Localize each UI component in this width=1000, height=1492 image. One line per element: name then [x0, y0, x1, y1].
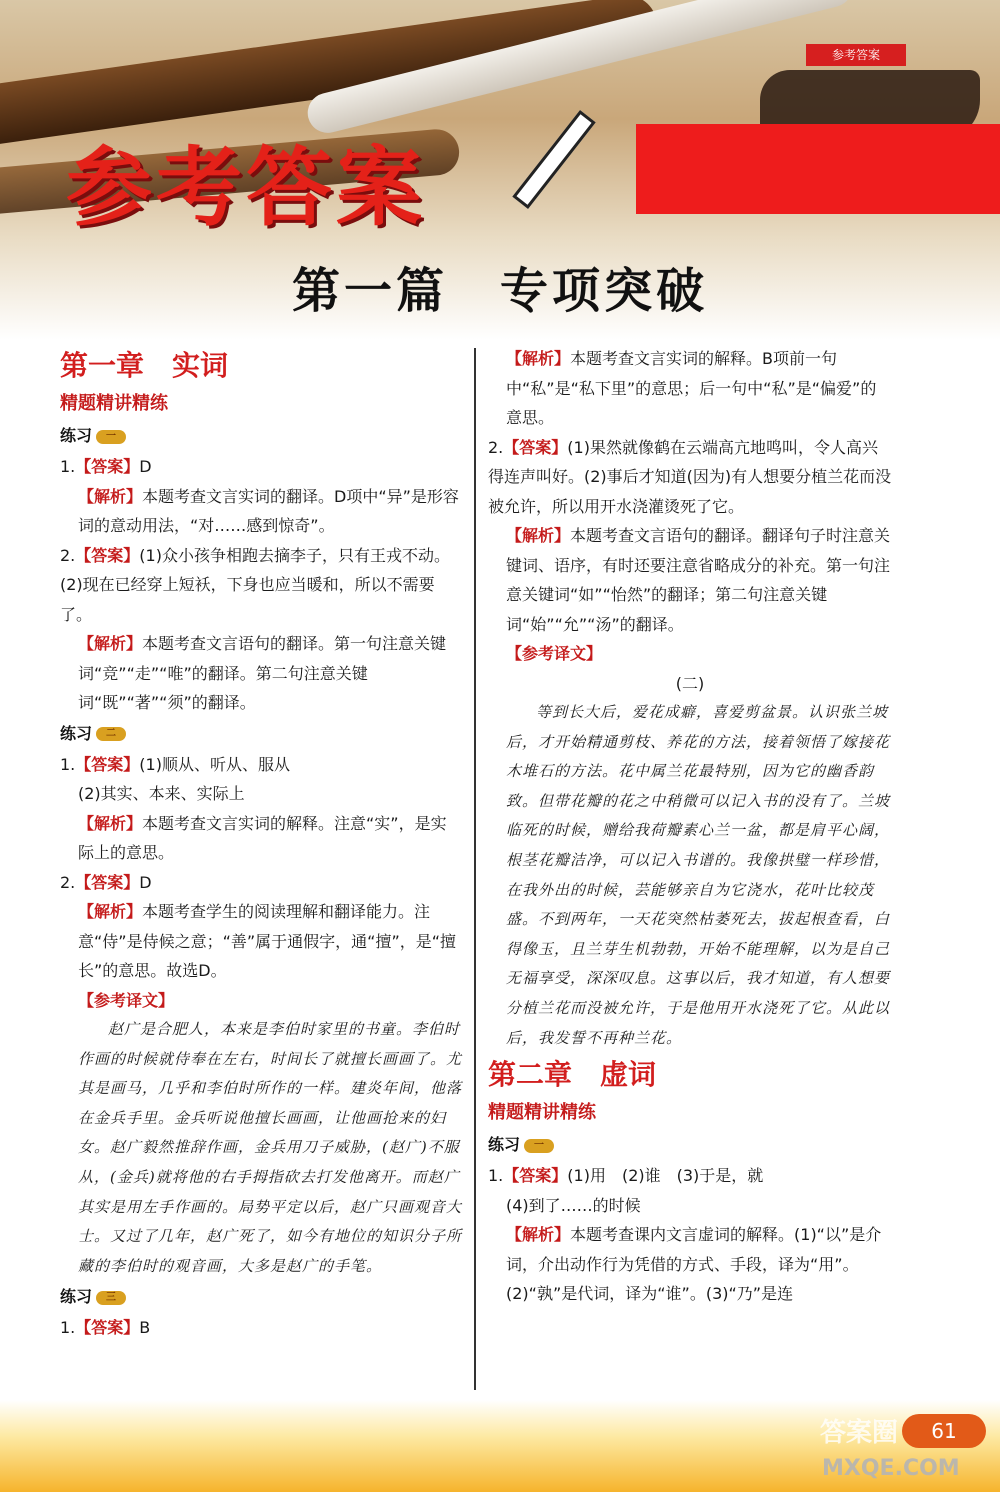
answer-text: D	[139, 872, 152, 892]
answer-text: 本题考查文言实词的翻译。D项中“异”是形容词的意动用法，“对……感到惊奇”。	[78, 486, 459, 535]
answer-text: D	[139, 457, 152, 476]
answer-item	[488, 1220, 892, 1309]
practice-label: 练习	[488, 1135, 521, 1155]
practice-heading	[60, 1281, 462, 1313]
answer-item	[488, 639, 892, 669]
practice-label: 练习	[60, 426, 93, 445]
practice-badge: 三	[96, 1291, 126, 1305]
item-number: 1.	[60, 1318, 76, 1338]
answer-tag: 【参考译文】	[506, 644, 603, 663]
answer-text: (1)众小孩争相跑去摘李子，只有王戎不动。(2)现在已经穿上短袄，下身也应当暖和，所以不需要了。	[60, 545, 450, 624]
header-banner	[0, 0, 1000, 340]
item-number: 2.	[60, 872, 76, 892]
practice-badge: 一	[96, 430, 126, 444]
answer-item	[60, 482, 462, 541]
answer-tag: 【解析】	[506, 1225, 571, 1245]
answer-text: (2)其实、本来、实际上	[78, 784, 245, 803]
answer-list	[488, 344, 892, 669]
answer-text: 本题考查文言语句的翻译。翻译句子时注意关键词、语序，有时还要注意省略成分的补充。第一句注意关键词“如”“怡然”的翻译；第二句注意关键词“始”“允”“汤”的翻译。	[506, 526, 891, 634]
answer-item	[60, 809, 462, 868]
answer-item	[60, 750, 462, 780]
item-number: 1.	[60, 754, 76, 774]
answer-item	[60, 897, 462, 986]
subheading: 精题精讲精练	[488, 1102, 596, 1124]
answer-text: 本题考查课内文言虚词的解释。(1)“以”是介词，介出动作行为凭借的方式、手段，译为“用”。(2)“孰”是代词，译为“谁”。(3)“乃”是连	[506, 1225, 882, 1304]
right-column	[488, 344, 892, 1309]
answer-text: (4)到了……的时候	[506, 1195, 641, 1215]
answer-tag: 【答案】	[75, 872, 140, 892]
watermark-logo: 答案圈	[820, 1418, 899, 1448]
practice-heading	[60, 420, 462, 452]
answer-item	[60, 452, 462, 482]
answer-tag: 【解析】	[506, 349, 571, 368]
answer-item	[60, 868, 462, 898]
main-title: 参考答案	[66, 138, 426, 238]
practice-badge: 二	[96, 727, 126, 741]
answer-item	[60, 541, 462, 630]
pencil-icon	[512, 110, 595, 209]
answer-tag: 【参考译文】	[78, 990, 175, 1010]
part-title: 第一篇 专项突破	[291, 263, 708, 319]
section-tab: 参考答案	[806, 44, 906, 66]
answer-tag: 【答案】	[75, 754, 140, 774]
answer-item	[488, 1191, 892, 1221]
answer-text: 本题考查文言实词的解释。B项前一句中“私”是“私下里”的意思；后一句中“私”是“偏爱”的意思。	[506, 349, 877, 427]
answer-text: (1)果然就像鹤在云端高亢地鸣叫，令人高兴得连声叫好。(2)事后才知道(因为)有人想要分植兰花而没被允许，所以用开水浇灌烫死了它。	[488, 437, 892, 516]
subheading: 精题精讲精练	[60, 393, 168, 414]
answer-item	[60, 779, 462, 809]
answer-text: (1)顺从、听从、服从	[139, 754, 290, 774]
reference-translation: 赵广是合肥人，本来是李伯时家里的书童。李伯时作画的时候就侍奉在左右，时间长了就擅长画画了。尤其是画马，几乎和李伯时所作的一样。建炎年间，他落在金兵手里。金兵听说他擅长画画，让他画抢来的妇女。赵广毅然推辞作画，金兵用刀子威胁，(赵广)不服从，(金兵)就将他的右手拇指砍去打发他离开。而赵广其实是用左手作画的。局势平定以后，赵广只画观音大士。又过了几年，赵广死了，如今有地位的知识分子所藏的李伯时的观音画，大多是赵广的手笔。	[78, 1020, 463, 1275]
chapter-title: 第二章 虚词	[488, 1058, 657, 1092]
practice-badge: 一	[524, 1139, 554, 1153]
item-number: 2.	[60, 545, 76, 565]
answer-text: B	[139, 1318, 151, 1338]
answer-text: 本题考查文言实词的解释。注意“实”，是实际上的意思。	[78, 813, 447, 862]
reference-translation: 等到长大后，爱花成癖，喜爱剪盆景。认识张兰坡后，才开始精通剪枝、养花的方法，接着领悟了嫁接花木堆石的方法。花中属兰花最特别，因为它的幽香韵致。但带花瓣的花之中稍微可以记入书的没有了。兰坡临死的时候，赠给我荷瓣素心兰一盆，都是肩平心阔，根茎花瓣洁净，可以记入书谱的。我像拱璧一样珍惜，在我外出的时候，芸能够亲自为它浇水，花叶比较茂盛。不到两年，一天花突然枯萎死去，拔起根查看，白得像玉，且兰芽生机勃勃，开始不能理解，以为是自己无福享受，深深叹息。这事以后，我才知道，有人想要分植兰花而没被允许，于是他用开水浇死了它。从此以后，我发誓不再种兰花。	[506, 703, 891, 1047]
answer-text: 本题考查学生的阅读理解和翻译能力。注意“侍”是侍候之意；“善”属于通假字，通“擅”，是“擅长”的意思。故选D。	[78, 902, 457, 980]
answer-list	[60, 750, 462, 1016]
practice-label: 练习	[60, 723, 93, 743]
answer-tag: 【解析】	[78, 902, 143, 921]
answer-tag: 【解析】	[78, 634, 143, 653]
watermark-url: MXQE.COM	[822, 1456, 960, 1481]
answer-text: (1)用 (2)谁 (3)于是，就	[567, 1166, 764, 1186]
practice-label: 练习	[60, 1287, 93, 1307]
answer-tag: 【答案】	[503, 1166, 568, 1186]
answer-item	[488, 344, 892, 433]
answer-text: 本题考查文言语句的翻译。第一句注意关键词“竞”“走”“唯”的翻译。第二句注意关键词“既”“著”“须”的翻译。	[78, 634, 447, 712]
answer-tag: 【解析】	[78, 486, 143, 506]
answer-item	[60, 629, 462, 718]
translation-heading: (二)	[675, 673, 705, 693]
answer-list	[60, 1313, 462, 1343]
answer-tag: 【答案】	[75, 1318, 140, 1338]
page-number: 61	[902, 1414, 986, 1448]
answer-list	[488, 1161, 892, 1309]
answer-item	[60, 1313, 462, 1343]
left-column	[60, 344, 462, 1343]
answer-item	[488, 433, 892, 522]
answer-item	[60, 986, 462, 1016]
answer-tag: 【解析】	[78, 813, 143, 833]
answer-tag: 【解析】	[506, 526, 571, 545]
chapter-title: 第一章 实词	[60, 349, 229, 382]
column-divider	[474, 348, 476, 1390]
item-number: 1.	[488, 1166, 504, 1186]
practice-heading	[488, 1129, 892, 1161]
practice-heading	[60, 718, 462, 750]
answer-list	[60, 452, 462, 718]
answer-tag: 【答案】	[75, 457, 140, 476]
answer-item	[488, 521, 892, 639]
answer-tag: 【答案】	[75, 545, 140, 565]
answer-tag: 【答案】	[503, 437, 568, 457]
red-banner-block	[636, 124, 1000, 214]
item-number: 1.	[60, 457, 76, 476]
answer-item	[488, 1161, 892, 1191]
item-number: 2.	[488, 437, 504, 457]
